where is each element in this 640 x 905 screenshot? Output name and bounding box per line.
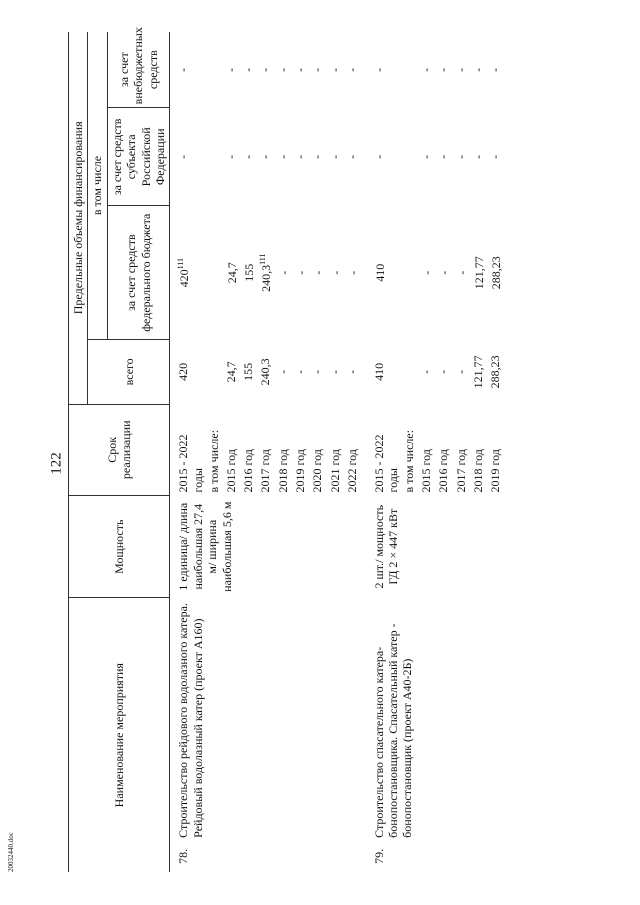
subject-cell-value: - (453, 154, 468, 159)
subject-cell (257, 108, 274, 206)
extra-cell-value: - (371, 67, 386, 72)
federal-cell-value: - (419, 270, 434, 275)
extra-cell (257, 32, 274, 108)
subject-cell (418, 108, 435, 206)
subject-cell (470, 108, 487, 206)
total-cell-value: - (293, 369, 308, 374)
term-cell (170, 404, 206, 495)
total-cell-value: - (345, 369, 360, 374)
term-cell (275, 404, 292, 495)
extra-cell (223, 32, 240, 108)
total-cell (344, 340, 361, 405)
total-cell-value: 288,23 (488, 355, 503, 389)
extra-cell (309, 32, 326, 108)
term-cell-value: 2016 год (240, 449, 255, 493)
federal-cell (344, 206, 361, 340)
term-cell-value: 2015 - 2022 годы (176, 434, 205, 493)
federal-cell (257, 206, 274, 340)
federal-cell (418, 206, 435, 340)
total-cell-value: - (436, 369, 451, 374)
federal-cell-value: - (294, 270, 309, 275)
extra-cell-value: - (453, 67, 468, 72)
table-body (170, 32, 505, 872)
term-cell-value: 2016 год (436, 449, 451, 493)
total-cell-value: 24,7 (223, 361, 238, 383)
subject-cell-value: - (488, 154, 503, 159)
extra-cell (487, 32, 504, 108)
item-name: Строительство спасательного катера-бонопостановщика. Спасательный катер - бонопостановщик (проект А40-2Б) (371, 623, 415, 838)
total-cell (453, 340, 470, 405)
header-total: всего (88, 340, 170, 405)
footnote-marker: 111 (258, 253, 268, 265)
extra-cell (470, 32, 487, 108)
subject-cell-value: - (327, 154, 342, 159)
federal-cell-value: - (437, 270, 452, 275)
extra-cell-value: - (293, 67, 308, 72)
table-row (366, 32, 402, 872)
term-cell-value: 2018 год (275, 449, 290, 493)
subject-cell (366, 108, 402, 206)
total-cell (170, 340, 206, 405)
subject-cell (487, 108, 504, 206)
header-federal: за счет средств федерального бюджета (107, 206, 170, 340)
federal-cell-value: 420 (177, 269, 192, 288)
extra-cell-value: - (310, 67, 325, 72)
term-cell-value: 2015 год (418, 449, 433, 493)
term-cell-value: в том числе: (207, 429, 222, 493)
total-cell-value: - (418, 369, 433, 374)
header-financing-group: Предельные объемы финансирования (69, 32, 88, 404)
federal-cell (401, 206, 417, 340)
term-cell-value: 2021 год (327, 449, 342, 493)
federal-cell (470, 206, 487, 340)
total-cell-value: 121,77 (470, 355, 485, 389)
term-cell (487, 404, 504, 495)
federal-cell-value: - (328, 270, 343, 275)
extra-cell-value: - (436, 67, 451, 72)
term-cell-value: 2019 год (293, 449, 308, 493)
subject-cell (453, 108, 470, 206)
total-cell (257, 340, 274, 405)
federal-cell (487, 206, 504, 340)
financing-table (68, 27, 505, 872)
federal-cell (206, 206, 222, 340)
subject-cell (401, 108, 417, 206)
subject-cell (223, 108, 240, 206)
subject-cell-value: - (275, 154, 290, 159)
document-id: 20032440.doc (7, 832, 15, 872)
term-cell-value: 2020 год (310, 449, 325, 493)
federal-cell (366, 206, 402, 340)
federal-cell (223, 206, 240, 340)
item-number: 79. (371, 848, 386, 864)
table-header (69, 27, 170, 872)
item-capacity: 2 шт./ мощность ГД 2 × 447 кВт (371, 504, 401, 589)
total-cell-value: - (453, 369, 468, 374)
federal-cell-value: 288,23 (489, 256, 504, 290)
term-cell (418, 404, 435, 495)
term-cell-value: в том числе: (402, 429, 417, 493)
extra-cell (418, 32, 435, 108)
extra-cell-value: - (345, 67, 360, 72)
federal-cell-value: - (276, 270, 291, 275)
total-cell (292, 340, 309, 405)
extra-cell (170, 32, 206, 108)
subject-cell (206, 108, 222, 206)
header-including: в том числе (88, 32, 107, 340)
subject-cell (309, 108, 326, 206)
total-cell (487, 340, 504, 405)
total-cell (240, 340, 257, 405)
extra-cell (292, 32, 309, 108)
term-cell (453, 404, 470, 495)
federal-cell (453, 206, 470, 340)
subject-cell-value: - (418, 154, 433, 159)
term-cell-value: 2018 год (470, 449, 485, 493)
term-cell (401, 404, 417, 495)
term-cell (435, 404, 452, 495)
term-cell-value: 2017 год (258, 449, 273, 493)
term-cell (327, 404, 344, 495)
header-extra: за счет внебюджетных средств (107, 32, 170, 108)
header-subject: за счет средств субъекта Российской Федерации (107, 108, 170, 206)
table-row (170, 32, 206, 872)
total-cell (223, 340, 240, 405)
term-cell-value: 2015 год (223, 449, 238, 493)
subject-cell (275, 108, 292, 206)
federal-cell (327, 206, 344, 340)
term-cell-value: 2017 год (453, 449, 468, 493)
total-cell (366, 340, 402, 405)
item-number: 78. (176, 848, 191, 864)
total-cell-value: 155 (240, 362, 255, 381)
page-number: 122 (48, 452, 65, 475)
term-cell-value: 2022 год (345, 449, 360, 493)
subject-cell-value: - (293, 154, 308, 159)
extra-cell (206, 32, 222, 108)
extra-cell (453, 32, 470, 108)
subject-cell-value: - (258, 154, 273, 159)
federal-cell-value: 121,77 (471, 256, 486, 290)
federal-cell (170, 206, 206, 340)
extra-cell (240, 32, 257, 108)
subject-cell (435, 108, 452, 206)
total-cell (435, 340, 452, 405)
extra-cell-value: - (176, 67, 191, 72)
extra-cell (344, 32, 361, 108)
header-name: Наименование мероприятия (69, 598, 170, 872)
subject-cell (170, 108, 206, 206)
header-term: Срок реализации (69, 404, 170, 495)
item-capacity: 1 единица/ длина наибольшая 27,4 м/ ширина наибольшая 5,6 м (176, 501, 234, 592)
federal-cell-value: - (454, 270, 469, 275)
total-cell (309, 340, 326, 405)
total-cell (327, 340, 344, 405)
subject-cell-value: - (223, 154, 238, 159)
federal-cell (435, 206, 452, 340)
total-cell (470, 340, 487, 405)
subject-cell-value: - (345, 154, 360, 159)
subject-cell-value: - (371, 154, 386, 159)
term-cell (257, 404, 274, 495)
extra-cell-value: - (275, 67, 290, 72)
extra-cell-value: - (223, 67, 238, 72)
term-cell (366, 404, 402, 495)
subject-cell (327, 108, 344, 206)
footnote-marker: 111 (176, 257, 186, 270)
subject-cell (240, 108, 257, 206)
extra-cell (327, 32, 344, 108)
federal-cell-value: 410 (372, 263, 387, 282)
subject-cell (292, 108, 309, 206)
subject-cell-value: - (240, 154, 255, 159)
federal-cell-value: - (311, 270, 326, 275)
extra-cell (401, 32, 417, 108)
subject-cell-value: - (470, 154, 485, 159)
term-cell (470, 404, 487, 495)
federal-cell (292, 206, 309, 340)
total-cell-value: - (327, 369, 342, 374)
extra-cell-value: - (418, 67, 433, 72)
extra-cell-value: - (258, 67, 273, 72)
term-cell-value: 2019 год (488, 449, 503, 493)
federal-cell (309, 206, 326, 340)
federal-cell-value: 155 (241, 263, 256, 282)
total-cell (206, 340, 222, 405)
total-cell (418, 340, 435, 405)
federal-cell (275, 206, 292, 340)
total-cell-value: - (310, 369, 325, 374)
total-cell-value: 410 (371, 362, 386, 381)
term-cell (240, 404, 257, 495)
total-cell-value: - (275, 369, 290, 374)
total-cell (275, 340, 292, 405)
rotated-table-container (68, 27, 598, 872)
extra-cell-value: - (327, 67, 342, 72)
subject-cell (344, 108, 361, 206)
extra-cell (366, 32, 402, 108)
term-cell (344, 404, 361, 495)
subject-cell-value: - (176, 154, 191, 159)
extra-cell-value: - (470, 67, 485, 72)
subject-cell-value: - (436, 154, 451, 159)
total-cell-value: 420 (176, 362, 191, 381)
federal-cell-value: 240,3 (259, 264, 274, 292)
term-cell (206, 404, 222, 495)
extra-cell-value: - (488, 67, 503, 72)
federal-cell-value: - (346, 270, 361, 275)
term-cell (292, 404, 309, 495)
item-name: Строительство рейдового водолазного катера. Рейдовый водолазный катер (проект А160) (176, 603, 205, 838)
term-cell-value: 2015 - 2022 годы (371, 434, 401, 493)
extra-cell (275, 32, 292, 108)
subject-cell-value: - (310, 154, 325, 159)
federal-cell (240, 206, 257, 340)
term-cell (309, 404, 326, 495)
total-cell-value: 240,3 (258, 358, 273, 386)
extra-cell (435, 32, 452, 108)
extra-cell-value: - (240, 67, 255, 72)
term-cell (223, 404, 240, 495)
federal-cell-value: 24,7 (224, 262, 239, 284)
header-capacity: Мощность (69, 495, 170, 597)
total-cell (401, 340, 417, 405)
